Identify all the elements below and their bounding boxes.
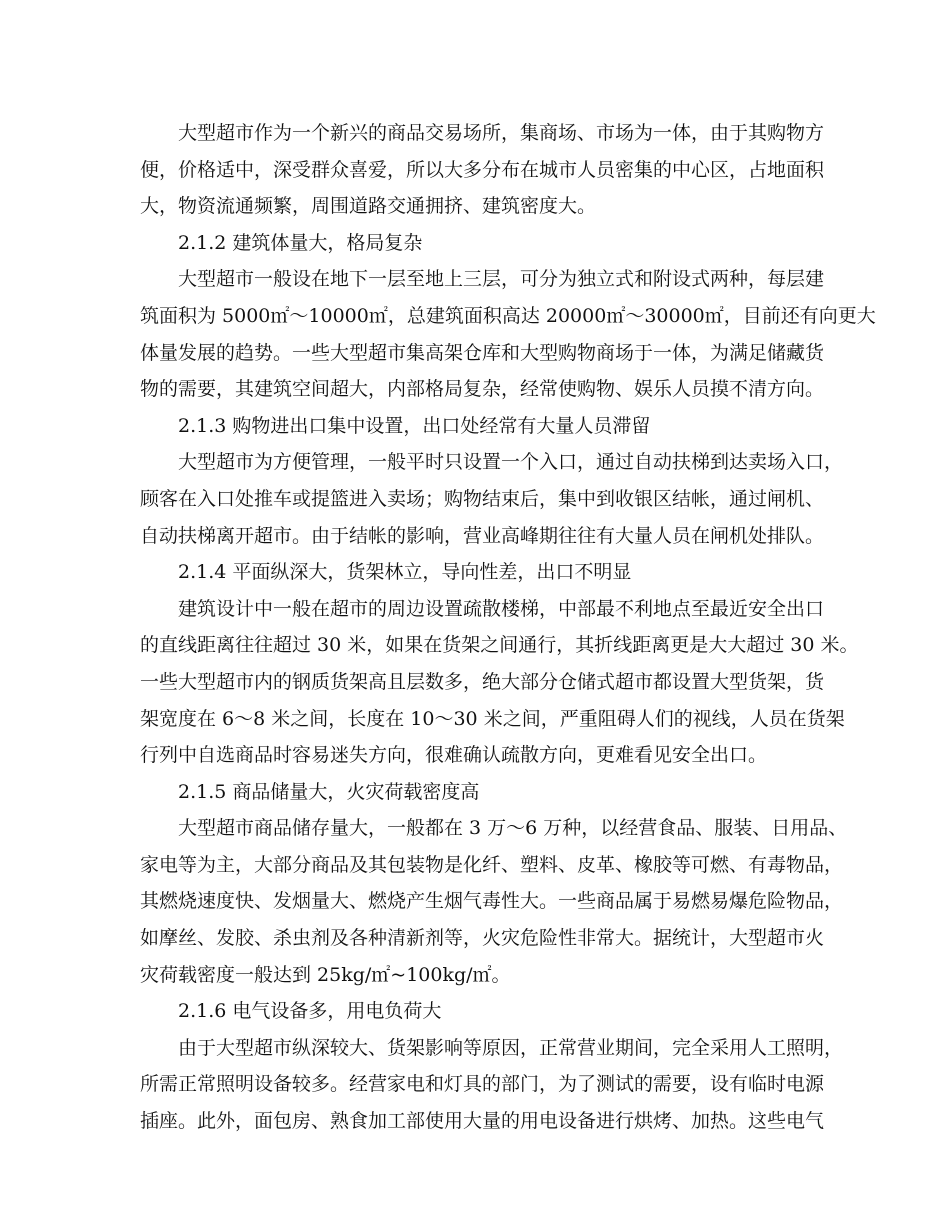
section-heading: 2.1.5 商品储量大，火灾荷载密度高 xyxy=(178,780,480,803)
paragraph-line: 物的需要，其建筑空间超大，内部格局复杂，经常使购物、娱乐人员摸不清方向。 xyxy=(140,378,825,401)
paragraph-line: 自动扶梯离开超市。由于结帐的影响，营业高峰期往往有大量人员在闸机处排队。 xyxy=(140,524,825,547)
paragraph-line: 所需正常照明设备较多。经营家电和灯具的部门，为了测试的需要，设有临时电源 xyxy=(140,1073,825,1096)
paragraph-line: 家电等为主，大部分商品及其包装物是化纤、塑料、皮革、橡胶等可燃、有毒物品， xyxy=(140,853,844,876)
paragraph-line: 大型超市为方便管理，一般平时只设置一个入口，通过自动扶梯到达卖场入口， xyxy=(178,451,844,474)
section-heading: 2.1.6 电气设备多，用电负荷大 xyxy=(178,1000,442,1023)
paragraph-line: 建筑设计中一般在超市的周边设置疏散楼梯，中部最不利地点至最近安全出口 xyxy=(178,597,825,620)
paragraph-line: 一些大型超市内的钢质货架高且层数多，绝大部分仓储式超市都设置大型货架，货 xyxy=(140,670,825,693)
paragraph-line: 大型超市商品储存量大，一般都在 3 万～6 万种，以经营食品、服装、日用品、 xyxy=(178,817,848,840)
paragraph-line: 大型超市一般设在地下一层至地上三层，可分为独立式和附设式两种，每层建 xyxy=(178,268,825,291)
section-heading: 2.1.4 平面纵深大，货架林立，导向性差，出口不明显 xyxy=(178,561,632,584)
document-body xyxy=(140,115,876,1140)
paragraph-line: 其燃烧速度快、发烟量大、燃烧产生烟气毒性大。一些商品属于易燃易爆危险物品， xyxy=(140,890,844,913)
paragraph-line: 由于大型超市纵深较大、货架影响等原因，正常营业期间，完全采用人工照明， xyxy=(178,1036,844,1059)
paragraph-line: 插座。此外，面包房、熟食加工部使用大量的用电设备进行烘烤、加热。这些电气 xyxy=(140,1110,825,1133)
paragraph-line: 筑面积为 5000㎡～10000㎡，总建筑面积高达 20000㎡～30000㎡，目前还有向更大 xyxy=(140,304,876,327)
paragraph-line: 的直线距离往往超过 30 米，如果在货架之间通行，其折线距离更是大大超过 30 米。 xyxy=(140,634,859,657)
paragraph-line: 大，物资流通频繁，周围道路交通拥挤、建筑密度大。 xyxy=(140,195,597,218)
section-heading: 2.1.2 建筑体量大，格局复杂 xyxy=(178,231,423,254)
paragraph-line: 大型超市作为一个新兴的商品交易场所，集商场、市场为一体，由于其购物方 xyxy=(178,122,825,144)
section-heading: 2.1.3 购物进出口集中设置，出口处经常有大量人员滞留 xyxy=(178,414,651,437)
paragraph-line: 如摩丝、发胶、杀虫剂及各种清新剂等，火灾危险性非常大。据统计，大型超市火 xyxy=(140,927,825,950)
paragraph-line: 便，价格适中，深受群众喜爱，所以大多分布在城市人员密集的中心区，占地面积 xyxy=(140,158,825,181)
paragraph-line: 架宽度在 6～8 米之间，长度在 10～30 米之间，严重阻碍人们的视线，人员在货架 xyxy=(140,707,845,730)
paragraph-line: 顾客在入口处推车或提篮进入卖场；购物结束后，集中到收银区结帐，通过闸机、 xyxy=(140,487,825,510)
paragraph-line: 体量发展的趋势。一些大型超市集高架仓库和大型购物商场于一体，为满足储藏货 xyxy=(140,341,825,364)
paragraph-line: 行列中自选商品时容易迷失方向，很难确认疏散方向，更难看见安全出口。 xyxy=(140,744,768,767)
paragraph-line: 灾荷载密度一般达到 25kg/㎡~100kg/㎡。 xyxy=(140,963,511,986)
